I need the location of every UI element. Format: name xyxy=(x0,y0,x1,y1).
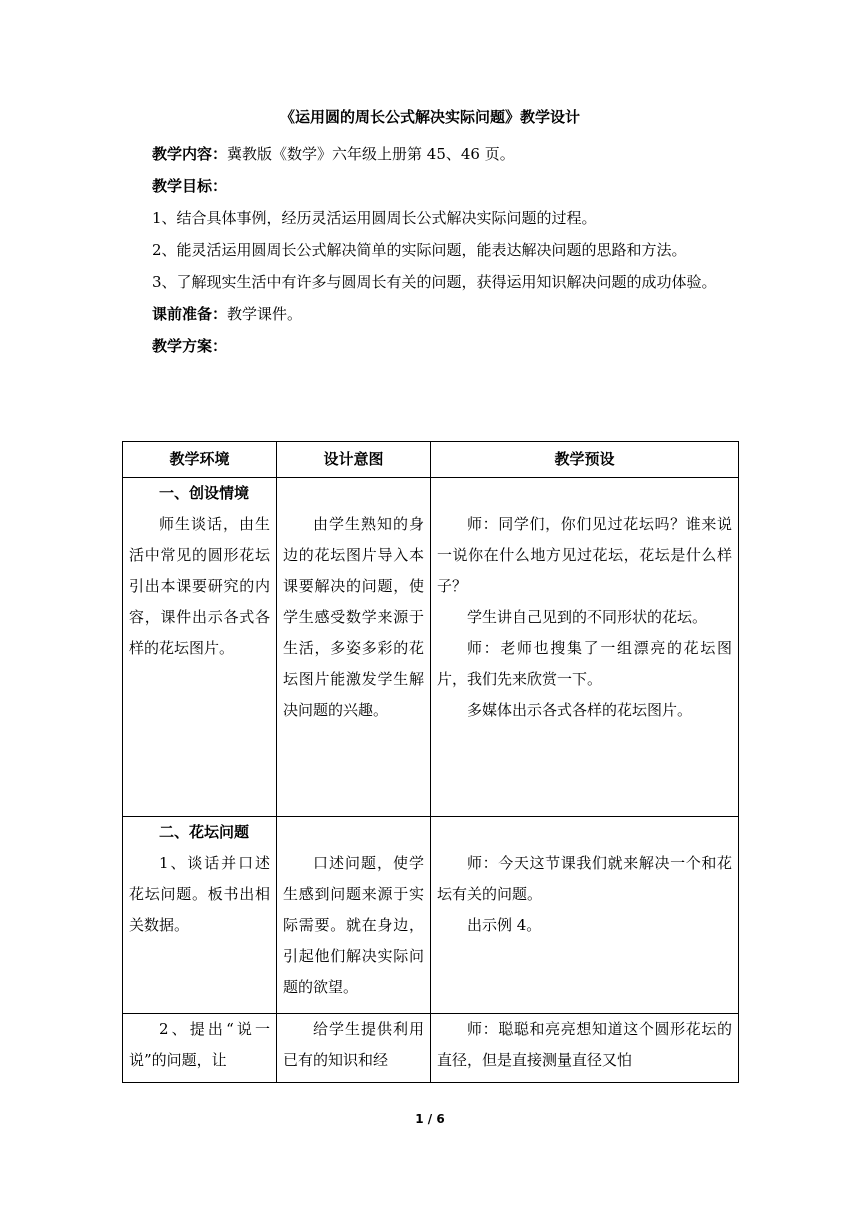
intent-cell xyxy=(277,817,431,1014)
intent-text: 给学生提供利用已有的知识和经 xyxy=(283,1020,424,1069)
document-title: 《运用圆的周长公式解决实际问题》教学设计 xyxy=(279,108,580,126)
preset-paragraph: 学生讲自己见到的不同形状的花坛。 xyxy=(467,608,708,626)
teaching-content-text: 冀教版《数学》六年级上册第 45、46 页。 xyxy=(227,145,515,163)
page-number: 1 / 6 xyxy=(415,1112,445,1126)
preset-paragraph: 师：聪聪和亮亮想知道这个圆形花坛的直径，但是直接测量直径又怕 xyxy=(437,1020,732,1069)
preset-cell xyxy=(431,1014,739,1083)
table-row xyxy=(123,1014,739,1083)
table-row xyxy=(123,478,739,817)
preset-cell xyxy=(431,478,739,817)
teaching-goals-heading: 教学目标： xyxy=(152,177,228,195)
document-body xyxy=(122,100,738,362)
environment-cell xyxy=(123,817,277,1014)
teaching-content-label: 教学内容： xyxy=(152,145,228,163)
teaching-plan-table xyxy=(122,441,739,1083)
environment-text: 1、谈话并口述花坛问题。板书出相关数据。 xyxy=(129,854,270,934)
class-preparation-label: 课前准备： xyxy=(152,305,228,323)
table-row xyxy=(123,817,739,1014)
header-teaching-environment: 教学环境 xyxy=(123,442,277,478)
preset-paragraph: 师：今天这节课我们就来解决一个和花坛有关的问题。 xyxy=(437,854,732,903)
environment-text: 2、提出“说一说”的问题，让 xyxy=(129,1020,270,1069)
environment-text: 师生谈话，由生活中常见的圆形花坛引出本课要研究的内容，课件出示各式各样的花坛图片。 xyxy=(129,515,270,657)
preset-paragraph: 师：同学们，你们见过花坛吗？谁来说一说你在什么地方见过花坛，花坛是什么样子？ xyxy=(437,515,732,595)
goal-item: 1、结合具体事例，经历灵活运用圆周长公式解决实际问题的过程。 xyxy=(152,209,597,227)
goal-item: 2、能灵活运用圆周长公式解决简单的实际问题，能表达解决问题的思路和方法。 xyxy=(152,241,687,259)
intent-cell xyxy=(277,478,431,817)
class-preparation xyxy=(122,298,738,330)
teaching-plan-heading: 教学方案： xyxy=(152,337,228,355)
teaching-content xyxy=(122,138,738,170)
preset-paragraph: 出示例 4。 xyxy=(467,916,542,934)
environment-cell xyxy=(123,1014,277,1083)
section-heading: 二、花坛问题 xyxy=(159,823,250,841)
section-heading: 一、创设情境 xyxy=(159,484,250,502)
intent-cell xyxy=(277,1014,431,1083)
goal-item: 3、了解现实生活中有许多与圆周长有关的问题，获得运用知识解决问题的成功体验。 xyxy=(152,273,717,291)
preset-cell xyxy=(431,817,739,1014)
intent-text: 口述问题，使学生感到问题来源于实际需要。就在身边，引起他们解决实际问题的欲望。 xyxy=(283,854,424,996)
intent-text: 由学生熟知的身边的花坛图片导入本课要解决的问题，使学生感受数学来源于生活，多姿多彩的花坛图片能激发学生解决问题的兴趣。 xyxy=(283,515,424,719)
preset-paragraph: 多媒体出示各式各样的花坛图片。 xyxy=(467,701,693,719)
environment-cell xyxy=(123,478,277,817)
header-teaching-preset: 教学预设 xyxy=(431,442,739,478)
table-header-row xyxy=(123,442,739,478)
header-design-intent: 设计意图 xyxy=(277,442,431,478)
class-preparation-text: 教学课件。 xyxy=(227,305,303,323)
preset-paragraph: 师：老师也搜集了一组漂亮的花坛图片，我们先来欣赏一下。 xyxy=(437,639,732,688)
